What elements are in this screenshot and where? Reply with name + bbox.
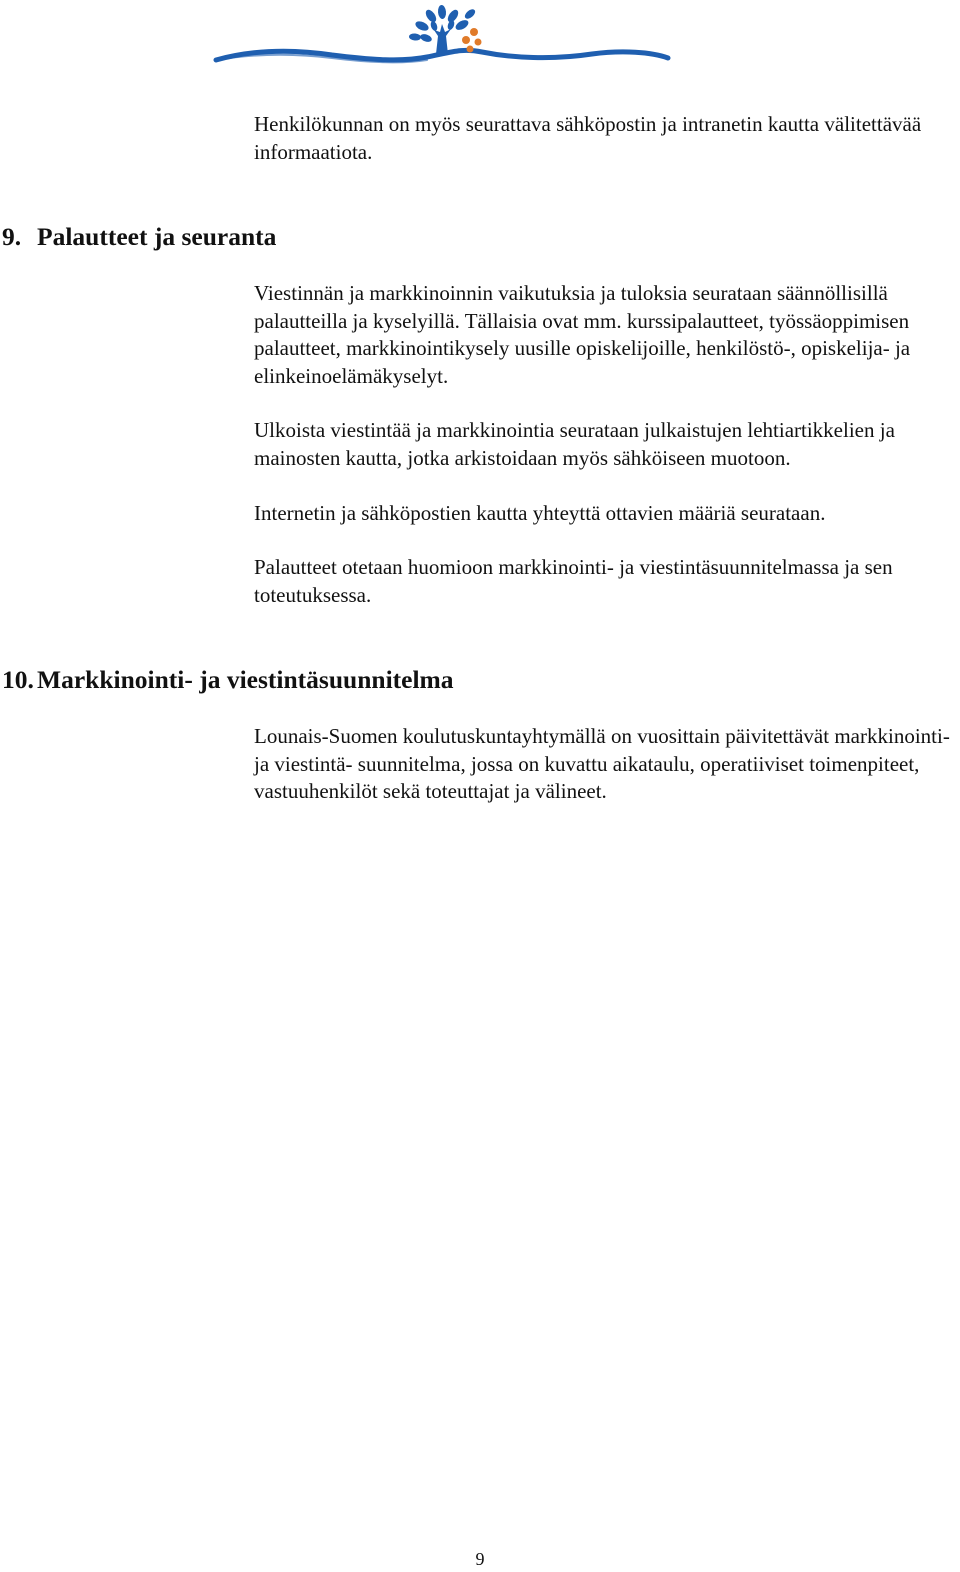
intro-paragraph: Henkilökunnan on myös seurattava sähköpostin ja intranetin kautta välitettävää informaatiota. (254, 112, 922, 164)
section-9-paragraph-4: Palautteet otetaan huomioon markkinointi- ja viestintäsuunnitelmassa ja sen toteutuksessa. (254, 555, 893, 607)
section-9-paragraph-3: Internetin ja sähköpostien kautta yhteyttä ottavien määriä seurataan. (254, 501, 826, 525)
section-9-paragraph-1: Viestinnän ja markkinoinnin vaikutuksia ja tuloksia seurataan säännöllisillä palautteilla ja kyselyillä. Tällaisia ovat mm. kurssipalautteet, työssäoppimisen palautteet, markkinointikysely uusille opiskelijoille, henkilöstö-, opiskelija- ja elinkeinoelämäkyselyt. (254, 281, 911, 388)
section-9-number: 9. (2, 222, 22, 251)
section-9-title: Palautteet ja seuranta (37, 222, 277, 251)
section-10-heading (2, 665, 454, 695)
section-10-title: Markkinointi- ja viestintäsuunnitelma (37, 665, 454, 694)
section-9-heading (2, 222, 276, 252)
section-10-number: 10. (2, 665, 34, 694)
page-number: 9 (475, 1549, 485, 1569)
section-10-paragraph-1: Lounais-Suomen koulutuskuntayhtymällä on vuosittain päivitettävät markkinointi- ja viestintä- suunnitelma, jossa on kuvattu aikataulu, operatiiviset toimenpiteet, vastuuhenkilöt sekä toteuttajat ja välineet. (254, 724, 950, 803)
section-9-paragraph-2: Ulkoista viestintää ja markkinointia seurataan julkaistujen lehtiartikkelien ja mainosten kautta, jotka arkistoidaan myös sähköiseen muotoon. (254, 418, 895, 470)
tree-with-wave-logo-icon (212, 2, 672, 68)
